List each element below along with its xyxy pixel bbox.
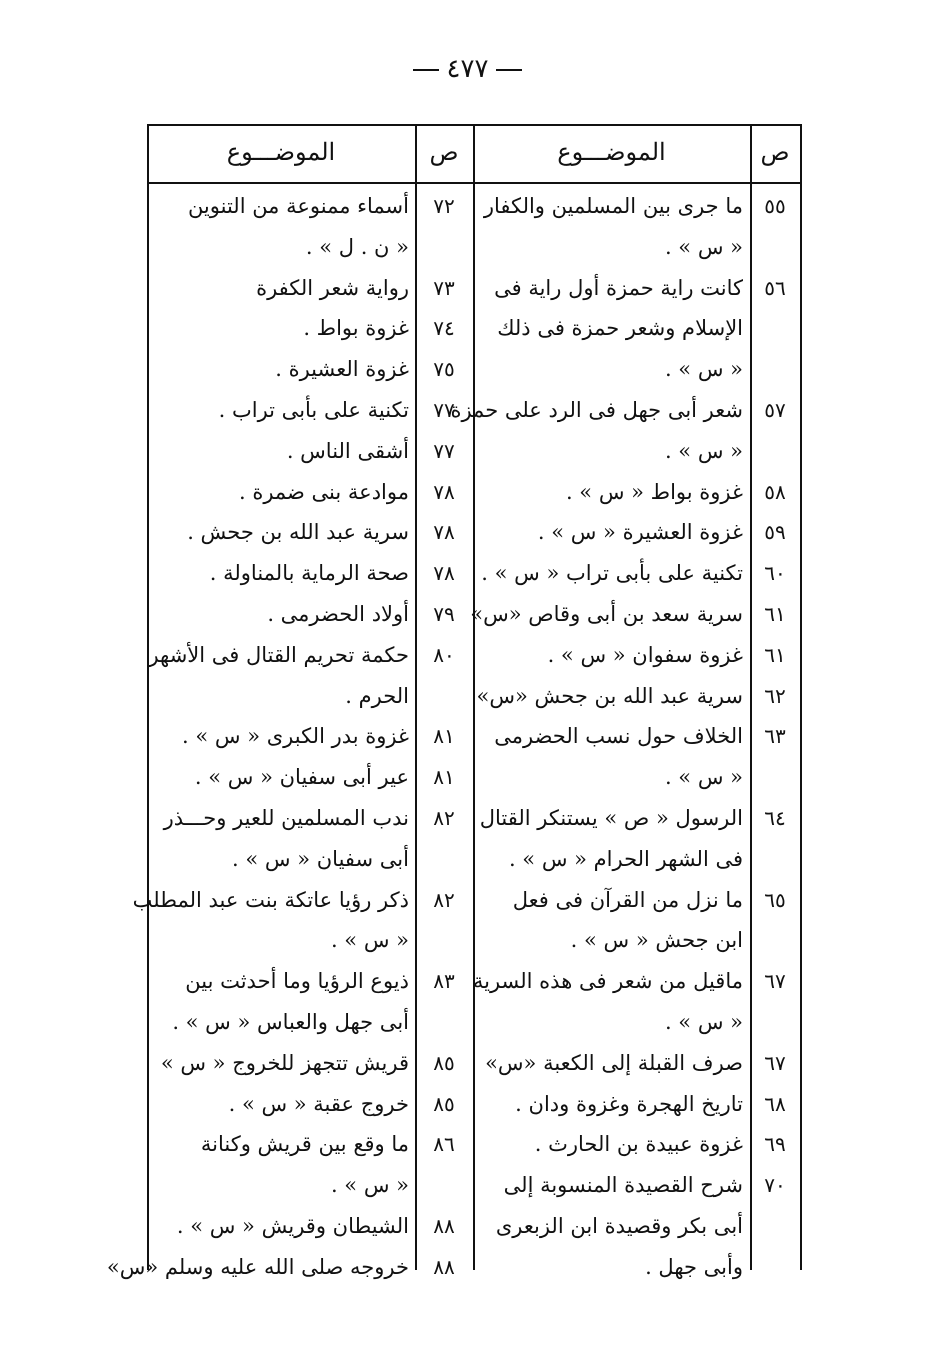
- right-page-number: [750, 349, 800, 389]
- left-page-number: ٨٥: [433, 1050, 455, 1075]
- left-topic-text: رواية شعر الكفرة: [256, 275, 409, 300]
- left-topic-text: « س » .: [330, 1173, 409, 1198]
- left-topic-text: خروجه صلى الله عليه وسلم «س»: [106, 1254, 409, 1279]
- right-topic-text: غزوة عبيدة بن الحارث .: [534, 1132, 743, 1157]
- left-topic-text: غزوة العشيرة .: [275, 357, 409, 382]
- right-topic-text: « س » .: [664, 234, 743, 259]
- table-left-rule: [147, 124, 149, 1270]
- left-page-number: ٨٥: [433, 1091, 455, 1116]
- right-topic-text: تكنية على بأبى تراب « س » .: [481, 561, 743, 586]
- right-page-number: ٦٩: [764, 1132, 786, 1157]
- left-topic-text: أسماء ممنوعة من التنوين: [187, 194, 409, 218]
- right-page-number: ٥٧: [764, 398, 786, 422]
- table-right-rule: [800, 124, 802, 1270]
- right-page-number: [750, 431, 800, 471]
- right-page-number: ٦٨: [764, 1091, 786, 1116]
- header-page-left: ص: [429, 138, 459, 166]
- left-page-number: [415, 1165, 473, 1205]
- right-page-number: [750, 839, 800, 879]
- right-topic-text: الرسول « ص » يستنكر القتال: [479, 806, 743, 830]
- left-page-number: ٨٦: [433, 1132, 455, 1157]
- left-page-number: ٧٧: [433, 398, 455, 422]
- right-topic-text: أبى بكر وقصيدة ابن الزبعرى: [495, 1214, 743, 1238]
- right-topic-text: غزوة سفوان « س » .: [547, 642, 743, 667]
- left-page-number: ٨١: [433, 765, 455, 790]
- left-page-number: ٧٨: [433, 520, 455, 545]
- left-topic-text: موادعة بنى ضمرة .: [238, 479, 409, 504]
- right-page-number: ٦٤: [764, 806, 786, 830]
- right-topic-text: سرية سعد بن أبى وقاص «س»: [470, 602, 743, 626]
- right-page-number: ٦١: [764, 602, 786, 626]
- left-topic-text: « س » .: [330, 928, 409, 953]
- right-topic-text: « س » .: [664, 1010, 743, 1034]
- right-page-number: ٦٢: [764, 683, 786, 708]
- left-topic-text: أبى جهل والعباس « س » .: [172, 1010, 409, 1034]
- right-topic-text: الإسلام وشعر حمزة فى ذلك: [497, 316, 743, 341]
- left-topic-text: غزوة بدر الكبرى « س » .: [182, 724, 409, 749]
- right-page-number: [750, 1206, 800, 1246]
- right-topic-text: « س » .: [664, 765, 743, 790]
- right-topic-text: ما نزل من القرآن فى فعل: [512, 887, 743, 912]
- left-topic-text: غزوة بواط .: [303, 316, 409, 341]
- right-topic-text: غزوة العشيرة « س » .: [537, 520, 743, 545]
- right-topic-text: الخلاف حول نسب الحضرمى: [494, 724, 743, 749]
- right-page-number: [750, 308, 800, 348]
- right-page-number: ٦١: [764, 642, 786, 667]
- right-topic-text: شعر أبى جهل فى الرد على حمزة: [450, 398, 743, 422]
- left-page-number: ٨٨: [433, 1214, 455, 1238]
- left-page-number: [415, 676, 473, 716]
- right-topic-text: ماقيل من شعر فى هذه السرية: [472, 969, 743, 994]
- left-topic-text: ذكر رؤيا عاتكة بنت عبد المطلب: [132, 887, 409, 912]
- right-topic-text: « س » .: [664, 438, 743, 463]
- left-page-number: ٨٨: [433, 1254, 455, 1279]
- left-page-number: ٧٧: [433, 438, 455, 463]
- left-topic-text: صحة الرماية بالمناولة .: [209, 561, 409, 586]
- left-topic-text: خروج عقبة « س » .: [228, 1091, 409, 1116]
- page-number-value: ٤٧٧: [446, 54, 489, 84]
- right-page-number: ٧٠: [764, 1173, 786, 1198]
- left-page-number: [415, 839, 473, 879]
- left-topic-text: أولاد الحضرمى .: [267, 602, 409, 626]
- left-page-number: ٨٢: [433, 887, 455, 912]
- left-topic-text: ندب المسلمين للعير وحـــذر: [163, 806, 409, 830]
- right-page-number: ٦٥: [764, 887, 786, 912]
- left-topic-text: أشقى الناس .: [286, 438, 409, 463]
- left-topic-text: أبى سفيان « س » .: [232, 846, 409, 871]
- right-page-number: ٥٦: [764, 275, 786, 300]
- right-page-number: ٥٥: [764, 194, 786, 218]
- left-topic-text: قريش تتجهز للخروج « س »: [160, 1050, 409, 1075]
- right-topic-text: وأبى جهل .: [645, 1254, 743, 1279]
- column-rule: [473, 124, 475, 1270]
- left-page-number: ٧٥: [433, 357, 455, 382]
- left-page-number: ٨١: [433, 724, 455, 749]
- left-page-number: ٧٣: [433, 275, 455, 300]
- right-page-number: ٥٨: [764, 479, 786, 504]
- left-page-number: [415, 920, 473, 960]
- page-number: [0, 54, 935, 84]
- left-topic-text: ذيوع الرؤيا وما أحدثت بين: [185, 969, 409, 994]
- right-page-number: ٦٧: [764, 969, 786, 994]
- header-page-right: ص: [760, 138, 790, 166]
- left-topic-text: ما وقع بين قريش وكنانة: [200, 1132, 409, 1157]
- dash-decoration: [413, 69, 439, 71]
- left-topic-text: الشيطان وقريش « س » .: [176, 1214, 409, 1238]
- dash-decoration: [496, 69, 522, 71]
- left-page-number: ٨٢: [433, 806, 455, 830]
- left-page-number: ٧٢: [433, 194, 455, 218]
- right-topic-text: فى الشهر الحرام « س » .: [508, 846, 743, 871]
- left-page-number: ٧٩: [433, 602, 455, 626]
- right-page-number: ٦٣: [764, 724, 786, 749]
- index-table: [106, 124, 802, 1279]
- left-topic-text: تكنية على بأبى تراب .: [218, 398, 409, 422]
- right-topic-text: « س » .: [664, 357, 743, 382]
- right-topic-text: ما جرى بين المسلمين والكفار: [483, 194, 743, 218]
- right-topic-text: ابن جحش « س » .: [570, 928, 743, 953]
- right-topic-text: تاريخ الهجرة وغزوة ودان .: [515, 1091, 743, 1116]
- right-topic-text: كانت راية حمزة أول راية فى: [494, 275, 743, 300]
- left-page-number: [415, 227, 473, 267]
- left-topic-text: حكمة تحريم القتال فى الأشهر: [148, 642, 409, 667]
- right-topic-text: غزوة بواط « س » .: [565, 479, 743, 504]
- right-page-number: ٦٠: [764, 561, 786, 586]
- left-topic-text: الحرم .: [345, 683, 409, 708]
- left-topic-text: « ن . ل » .: [305, 234, 409, 259]
- left-page-number: ٧٨: [433, 561, 455, 586]
- header-topic-left: الموضـــوع: [226, 138, 336, 166]
- left-page-number: ٨٠: [433, 642, 455, 667]
- right-topic-text: صرف القبلة إلى الكعبة «س»: [485, 1050, 743, 1075]
- right-page-number: ٦٧: [764, 1050, 786, 1075]
- right-topic-text: سرية عبد الله بن جحش «س»: [476, 683, 743, 708]
- right-page-number: [750, 1247, 800, 1287]
- header-topic-right: الموضـــوع: [557, 138, 666, 166]
- left-page-number: ٨٣: [433, 969, 455, 994]
- right-page-number: [750, 227, 800, 267]
- left-topic-text: عير أبى سفيان « س » .: [194, 765, 409, 790]
- right-page-number: [750, 920, 800, 960]
- right-topic-text: شرح القصيدة المنسوبة إلى: [503, 1173, 743, 1198]
- right-page-number: [750, 1002, 800, 1042]
- left-page-number: [415, 1002, 473, 1042]
- left-page-number: ٧٨: [433, 479, 455, 504]
- right-page-number: ٥٩: [764, 520, 786, 545]
- left-page-number: ٧٤: [433, 316, 455, 341]
- right-page-number: [750, 757, 800, 797]
- left-topic-text: سرية عبد الله بن جحش .: [187, 520, 409, 545]
